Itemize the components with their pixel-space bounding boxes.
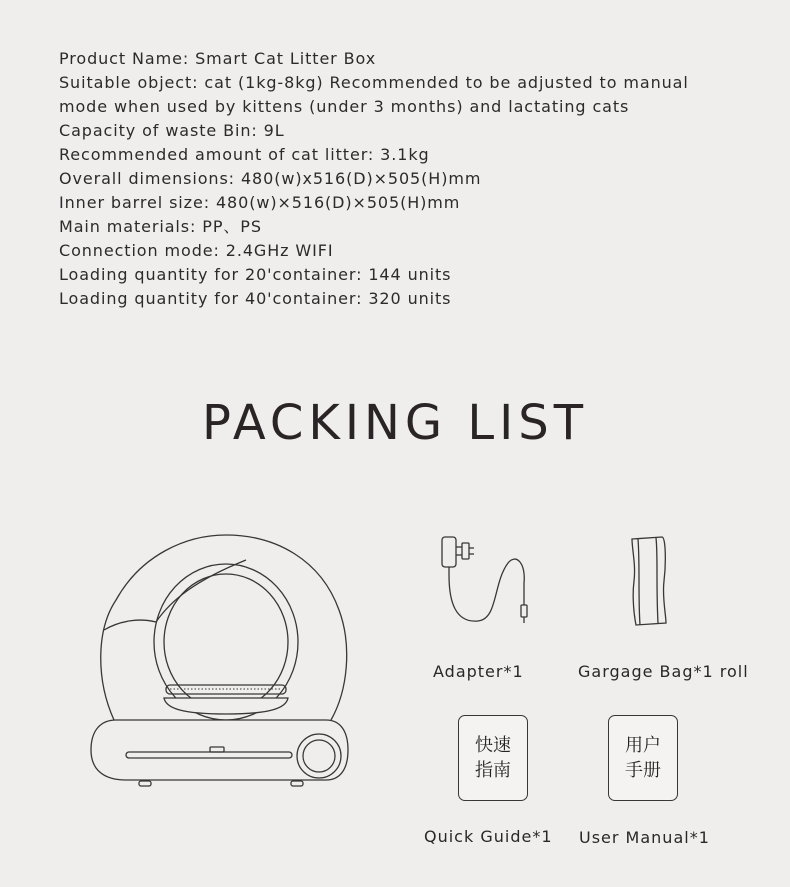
spec-line: mode when used by kittens (under 3 months) and lactating cats	[59, 97, 630, 116]
quick-guide-cover-line: 快速	[475, 735, 511, 756]
packing-list-title: PACKING LIST	[201, 395, 589, 451]
user-manual-booklet	[608, 715, 678, 801]
user-manual-cover-line: 用户	[625, 735, 661, 756]
adapter-icon	[438, 533, 534, 627]
quick-guide-caption: Quick Guide*1	[424, 827, 553, 846]
spec-line: Recommended amount of cat litter: 3.1kg	[59, 145, 430, 164]
litter-box-illustration	[86, 530, 366, 805]
garbage-bag-caption: Gargage Bag*1 roll	[578, 662, 749, 681]
spec-line: Connection mode: 2.4GHz WIFI	[59, 241, 334, 260]
quick-guide-cover-line: 指南	[475, 760, 511, 781]
user-manual-caption: User Manual*1	[579, 828, 710, 847]
spec-line: Suitable object: cat (1kg-8kg) Recommended to be adjusted to manual	[59, 73, 689, 92]
spec-line: Main materials: PP、PS	[59, 217, 262, 236]
quick-guide-booklet	[458, 715, 528, 801]
spec-line: Loading quantity for 40'container: 320 units	[59, 289, 452, 308]
user-manual-cover-line: 手册	[625, 760, 661, 781]
spec-list	[59, 47, 689, 311]
spec-line: Product Name: Smart Cat Litter Box	[59, 49, 377, 68]
garbage-bag-roll-icon	[628, 535, 670, 627]
spec-line: Loading quantity for 20'container: 144 units	[59, 265, 452, 284]
spec-line: Inner barrel size: 480(w)×516(D)×505(H)mm	[59, 193, 461, 212]
spec-line: Overall dimensions: 480(w)x516(D)×505(H)mm	[59, 169, 482, 188]
spec-line: Capacity of waste Bin: 9L	[59, 121, 285, 140]
adapter-caption: Adapter*1	[433, 662, 524, 681]
